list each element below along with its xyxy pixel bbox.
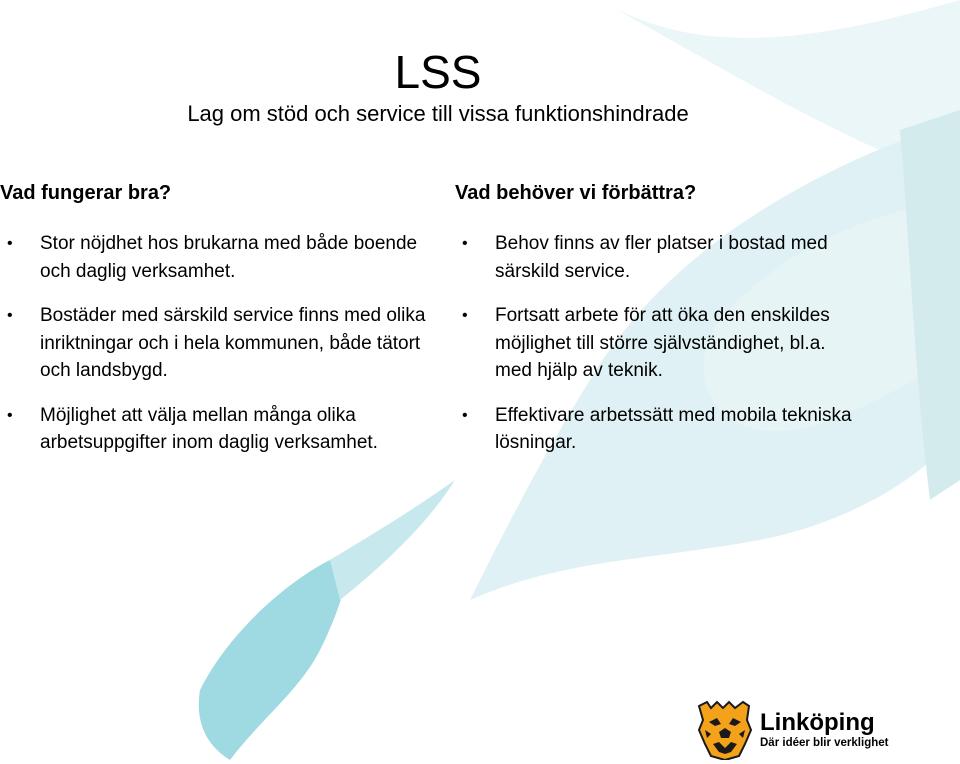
list-item: • Effektivare arbetssätt med mobila tekniska lösningar.: [455, 402, 865, 457]
bullet-icon: •: [7, 307, 13, 324]
list-item: • Behov finns av fler platser i bostad med särskild service.: [455, 230, 865, 285]
list-item: • Bostäder med särskild service finns med olika inriktningar och i hela kommunen, både tätort och landsbygd.: [0, 302, 430, 385]
right-column: [455, 180, 865, 474]
bullet-icon: •: [7, 406, 13, 424]
slide-subtitle: Lag om stöd och service till vissa funktionshindrade: [187, 101, 689, 126]
wave-left-tail: [330, 480, 455, 600]
list-item: • Fortsatt arbete för att öka den enskildes möjlighet till större självständighet, bl.a. med hjälp av teknik.: [455, 302, 865, 385]
list-item: • Möjlighet att välja mellan många olika arbetsuppgifter inom daglig verksamhet.: [0, 402, 430, 457]
wave-left-blob: [199, 557, 347, 760]
logo-name: Linköping: [760, 709, 875, 736]
left-column: [0, 180, 430, 474]
bullet-icon: •: [462, 406, 468, 424]
logo-text: [760, 710, 888, 750]
bullet-icon: •: [462, 235, 468, 252]
left-heading: Vad fungerar bra?: [0, 182, 172, 204]
right-heading: Vad behöver vi förbättra?: [455, 182, 697, 204]
lion-crest-icon: [699, 702, 751, 760]
slide-title: LSS: [394, 46, 482, 98]
list-item: • Stor nöjdhet hos brukarna med både boende och daglig verksamhet.: [0, 230, 430, 285]
logo-tagline: Där idéer blir verklighet: [760, 737, 889, 749]
bullet-icon: •: [7, 235, 13, 252]
bullet-icon: •: [462, 307, 468, 324]
right-bullet-list: [455, 230, 865, 457]
left-bullet-list: [0, 230, 430, 457]
